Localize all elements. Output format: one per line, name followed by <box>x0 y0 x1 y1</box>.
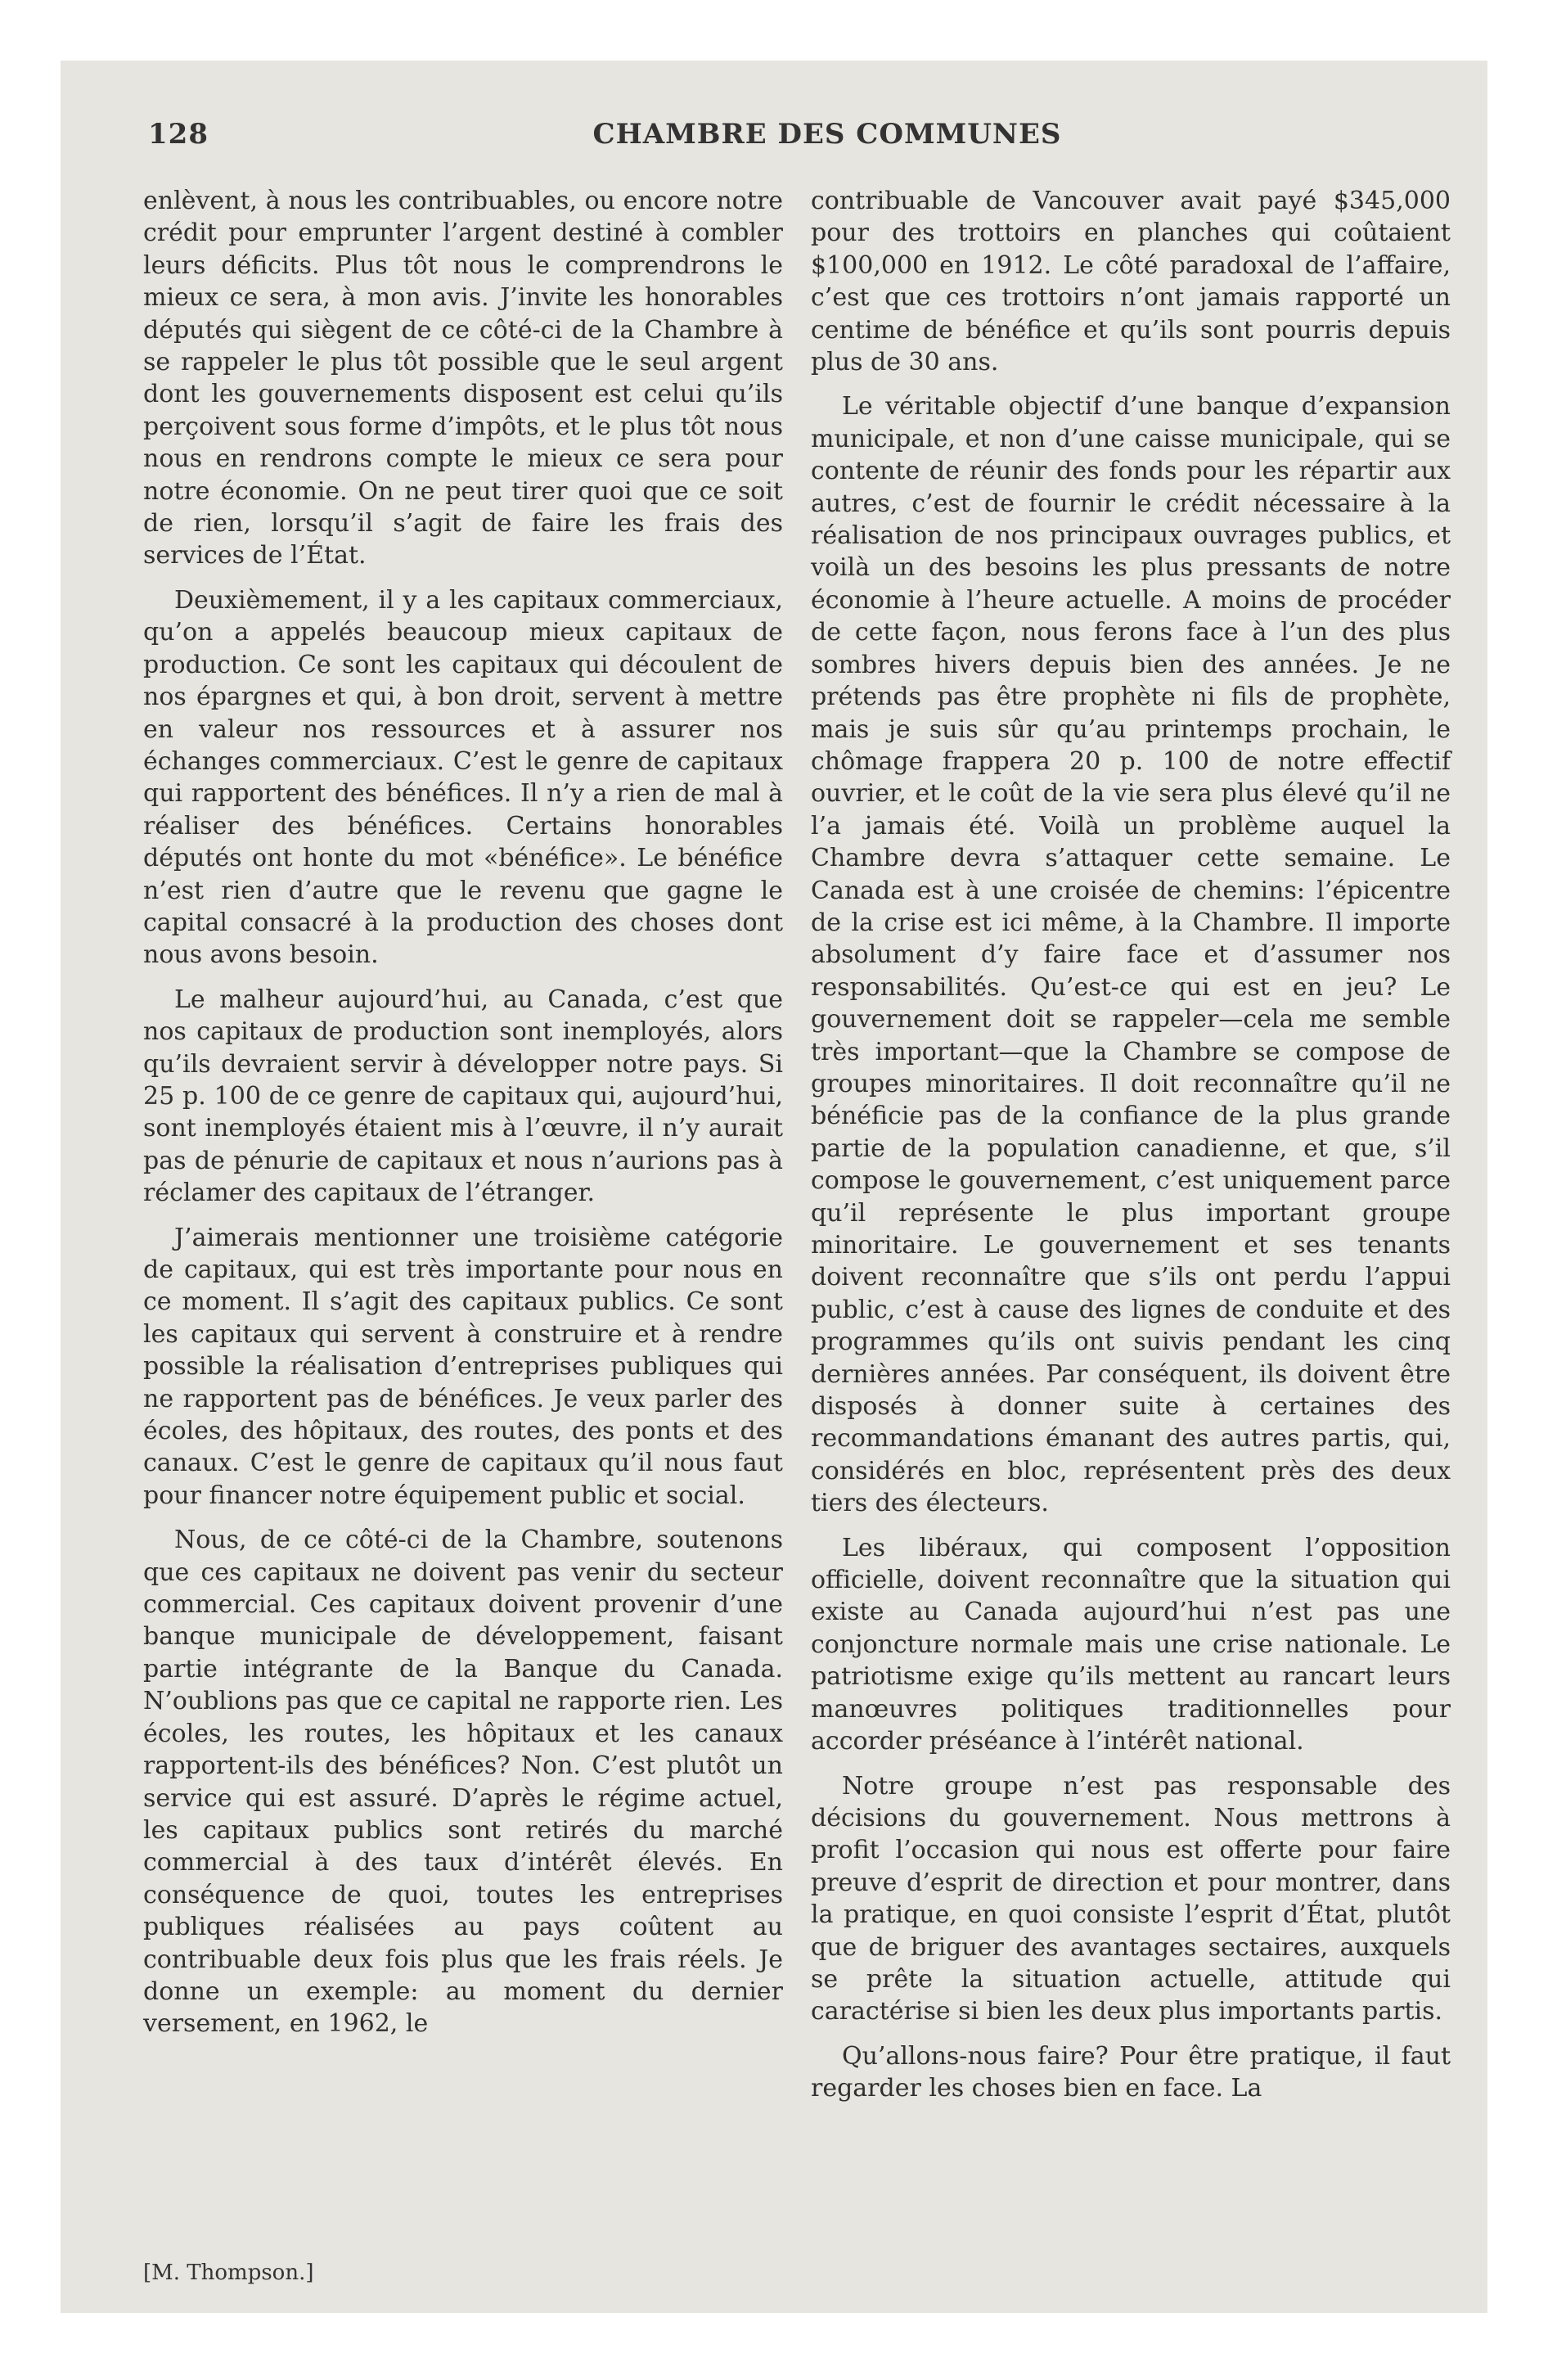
right-column <box>811 185 1451 2117</box>
paragraph: Qu’allons-nous faire? Pour être pratique, il faut regarder les choses bien en face. La <box>811 2041 1451 2103</box>
paragraph: enlèvent, à nous les contribuables, ou encore notre crédit pour emprunter l’argent destiné à combler leurs déficits. Plus tôt nous le comprendrons le mieux ce sera, à mon avis. J’invite les honorables députés qui siègent de ce côté-ci de la Chambre à se rappeler le plus tôt possible que le seul argent dont les gouvernements disposent est celui qu’ils perçoivent sous forme d’impôts, et le plus tôt nous nous en rendrons compte le mieux ce sera pour notre économie. On ne peut tirer quoi que ce soit de rien, lorsqu’il s’agit de faire les frais des services de l’État. <box>143 187 783 570</box>
running-header <box>148 118 1482 159</box>
paragraph: Le véritable objectif d’une banque d’expansion municipale, et non d’une caisse municipale, qui se contente de réunir des fonds pour les répartir aux autres, c’est de fournir le crédit nécessaire à la réalisation de nos principaux ouvrages publics, et voilà un des besoins les plus pressants de notre économie à l’heure actuelle. A moins de procéder de cette façon, nous ferons face à l’un des plus sombres hivers depuis bien des années. Je ne prétends pas être prophète ni fils de prophète, mais je suis sûr qu’au printemps prochain, le chômage frappera 20 p. 100 de notre effectif ouvrier, et le coût de la vie sera plus élevé qu’il ne l’a jamais été. Voilà un problème auquel la Chambre devra s’attaquer cette semaine. Le Canada est à une croisée de chemins: l’épicentre de la crise est ici même, à la Chambre. Il importe absolument d’y faire face et d’assumer nos responsabilités. Qu’est-ce qui est en jeu? Le gouvernement doit se rappeler—cela me semble très important—que la Chambre se compose de groupes minoritaires. Il doit reconnaître qu’il ne bénéficie pas de la confiance de la plus grande partie de la population canadienne, et que, s’il compose le gouvernement, c’est uniquement parce qu’il représente le plus important groupe minoritaire. Le gouvernement et ses tenants doivent reconnaître que s’ils ont perdu l’appui public, c’est à cause des lignes de conduite et des programmes qu’ils ont suivis pendant les cinq dernières années. Par conséquent, ils doivent être disposés à donner suite à certaines des recommandations émanant des autres partis, qui, considérés en bloc, représentent près des deux tiers des électeurs. <box>811 392 1451 1518</box>
page-number: 128 <box>148 118 209 151</box>
paragraph: J’aimerais mentionner une troisième catégorie de capitaux, qui est très importante pour nous en ce moment. Il s’agit des capitaux publics. Ce sont les capitaux qui servent à construire et à rendre possible la réalisation d’entreprises publiques qui ne rapportent pas de bénéfices. Je veux parler des écoles, des hôpitaux, des routes, des ponts et des canaux. C’est le genre de capitaux qu’il nous faut pour financer notre équipement public et social. <box>143 1223 783 1510</box>
page-title: CHAMBRE DES COMMUNES <box>592 118 1062 151</box>
left-column <box>143 185 783 2053</box>
paragraph: Notre groupe n’est pas responsable des décisions du gouvernement. Nous mettrons à profit l’occasion qui nous est offerte pour faire preuve d’esprit de direction et pour montrer, dans la pratique, en quoi consiste l’esprit d’État, plutôt que de briguer des avantages sectaires, auxquels se prête la situation actuelle, attitude qui caractérise si bien les deux plus importants partis. <box>811 1771 1451 2026</box>
speaker-attribution: [M. Thompson.] <box>143 2261 314 2285</box>
paragraph: Deuxièmement, il y a les capitaux commerciaux, qu’on a appelés beaucoup mieux capitaux de production. Ce sont les capitaux qui découlent de nos épargnes et qui, à bon droit, servent à mettre en valeur nos ressources et à assurer nos échanges commerciaux. C’est le genre de capitaux qui rapportent des bénéfices. Il n’y a rien de mal à réaliser des bénéfices. Certains honorables députés ont honte du mot «bénéfice». Le bénéfice n’est rien d’autre que le revenu que gagne le capital consacré à la production des choses dont nous avons besoin. <box>143 585 783 970</box>
paragraph: Nous, de ce côté-ci de la Chambre, soutenons que ces capitaux ne doivent pas venir du secteur commercial. Ces capitaux doivent provenir d’une banque municipale de développement, faisant partie intégrante de la Banque du Canada. N’oublions pas que ce capital ne rapporte rien. Les écoles, les routes, les hôpitaux et les canaux rapportent-ils des bénéfices? Non. C’est plutôt un service qui est assuré. D’après le régime actuel, les capitaux publics sont retirés du marché commercial à des taux d’intérêt élevés. En conséquence de quoi, toutes les entreprises publiques réalisées au pays coûtent au contribuable deux fois plus que les frais réels. Je donne un exemple: au moment du dernier versement, en 1962, le <box>143 1526 783 2039</box>
paragraph: contribuable de Vancouver avait payé $345,000 pour des trottoirs en planches qui coûtaient $100,000 en 1912. Le côté paradoxal de l’affaire, c’est que ces trottoirs n’ont jamais rapporté un centime de bénéfice et qu’ils sont pourris depuis plus de 30 ans. <box>811 187 1451 377</box>
paragraph: Le malheur aujourd’hui, au Canada, c’est que nos capitaux de production sont inemployés, alors qu’ils devraient servir à développer notre pays. Si 25 p. 100 de ce genre de capitaux qui, aujourd’hui, sont inemployés étaient mis à l’œuvre, il n’y aurait pas de pénurie de capitaux et nous n’aurions pas à réclamer des capitaux de l’étranger. <box>143 985 783 1208</box>
paragraph: Les libéraux, qui composent l’opposition officielle, doivent reconnaître que la situation qui existe au Canada aujourd’hui n’est pas une conjoncture normale mais une crise nationale. Le patriotisme exige qu’ils mettent au rancart leurs manœuvres politiques traditionnelles pour accorder préséance à l’intérêt national. <box>811 1533 1451 1756</box>
